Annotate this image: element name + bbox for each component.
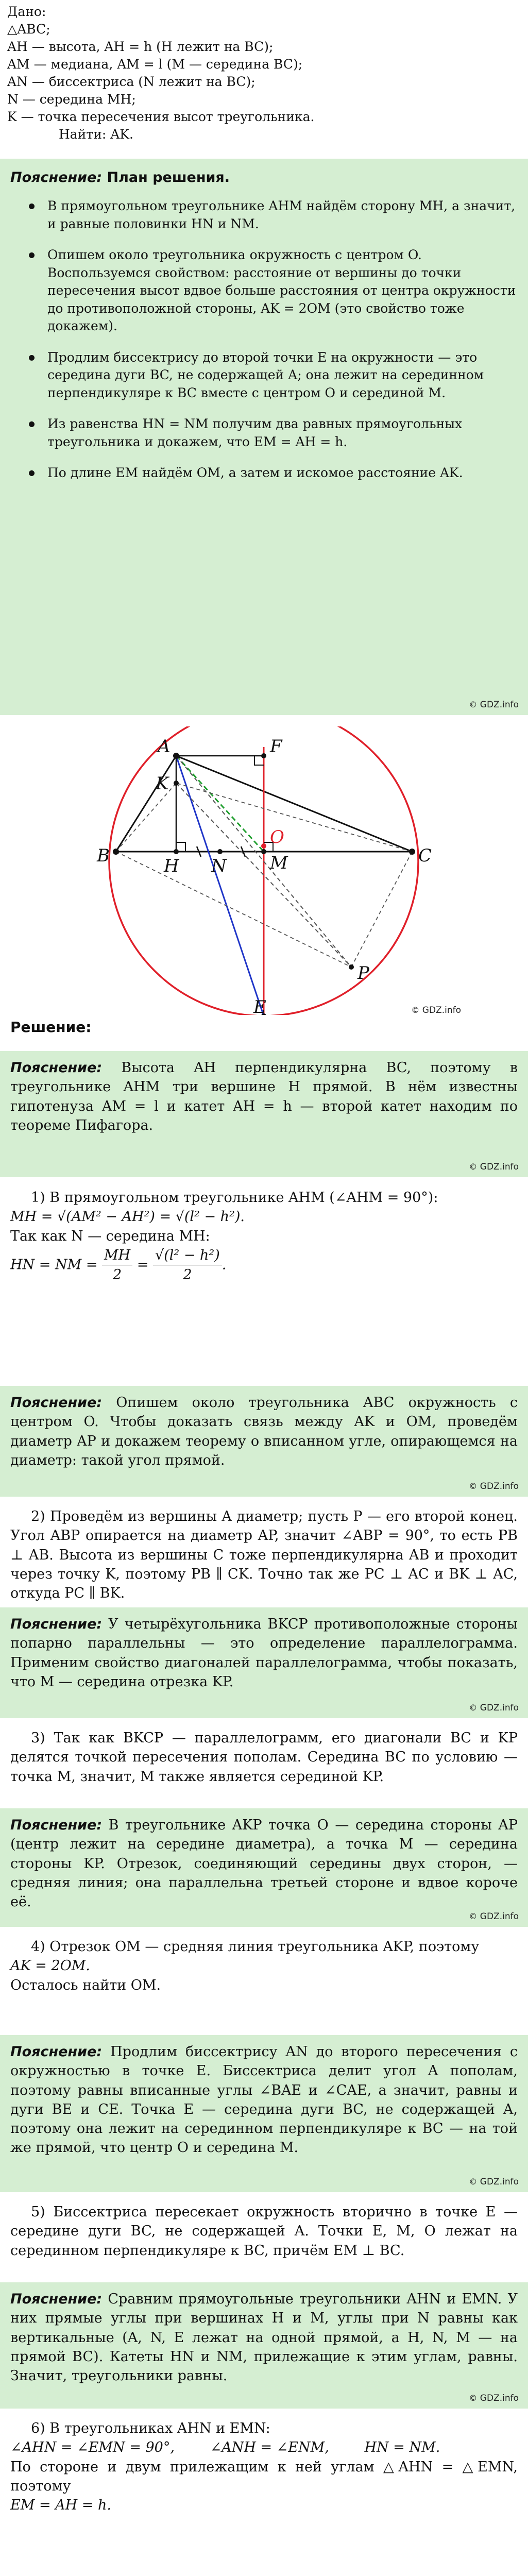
- gdz-watermark: [469, 1911, 519, 1923]
- step-5: [0, 2202, 528, 2260]
- copyright-icon: ©: [469, 699, 478, 709]
- plan-item: Продлим биссектрису до второй точки E на окружности — это середина дуги BC, не содержащей A; она лежит на серединном перпендикуляре к BC вместе с центром O и серединой M.: [10, 349, 518, 402]
- given-line: AN — биссектриса (N лежит на BC);: [7, 74, 256, 89]
- explanation-label: Пояснение:: [10, 1060, 103, 1076]
- explanation-label: Пояснение:: [10, 1395, 103, 1411]
- segment-ck: [176, 783, 412, 852]
- explanation-label: Пояснение:: [10, 2291, 103, 2307]
- copyright-icon: ©: [469, 2176, 478, 2187]
- explanation-text: [10, 1816, 518, 1911]
- step-text: 2) Проведём из вершины A диаметр; пусть P — его второй конец. Угол ABP опирается на диаметр AP, значит ∠ABP = 90°, то есть PB ⊥ AB. Высота из вершины C тоже перпендикулярна AB и проходит через точку K, поэтому PB ∥ CK. Точно так же PC ⊥ AC и BK ⊥ AC, откуда PC ∥ BK.: [10, 1509, 518, 1601]
- label-o: O: [270, 827, 284, 848]
- explanation-label: Пояснение:: [10, 2044, 103, 2060]
- step-text: Так как N — середина MH:: [10, 1228, 210, 1244]
- point-o: [261, 843, 266, 849]
- plan-item: В прямоугольном треугольнике AHM найдём сторону MH, а значит, и равные половинки HN и NM.: [10, 197, 518, 233]
- step-2: [0, 1507, 528, 1603]
- label-e: E: [253, 997, 266, 1015]
- step-text: По стороне и двум прилежащим к ней углам △AHN = △EMN, поэтому: [10, 2459, 518, 2494]
- explanation-body: У четырёхугольника BKCP противоположные стороны попарно параллельны — это определение параллелограмма. Применим свойство диагоналей параллелограмма, чтобы показать, что M — середина отрезка KP.: [10, 1616, 518, 1690]
- step-1: [0, 1188, 528, 1284]
- explanation-body: В треугольнике AKP точка O — середина стороны AP (центр лежит на середине диаметра), а точка M — середина стороны KP. Отрезок, соединяющий середины двух сторон, — средняя линия; она параллельна третьей стороне и вдвое короче её.: [10, 1817, 518, 1910]
- explanation-text: [10, 2290, 518, 2385]
- formula-part: =: [137, 1257, 149, 1273]
- formula-part: HN = NM =: [10, 1257, 98, 1273]
- plan-heading: [10, 168, 518, 187]
- copyright-icon: ©: [469, 1161, 478, 1172]
- fraction: [102, 1246, 132, 1285]
- given-line: AM — медиана, AM = l (M — середина BC);: [7, 57, 303, 72]
- given-line: AH — высота, AH = h (H лежит на BC);: [7, 39, 274, 54]
- step-text: 5) Биссектриса пересекает окружность вторично в точке E — середине дуги BC, не содержащей A. Точки E, M, O лежат на серединном перпендикуляре к BC, причём EM ⊥ BC.: [10, 2204, 518, 2259]
- step-6: [0, 2419, 528, 2515]
- point-n: [217, 849, 223, 854]
- numerator: MH: [102, 1246, 132, 1265]
- label-m: M: [270, 853, 288, 873]
- formula-hn: [10, 1246, 518, 1285]
- gdz-text: GDZ.info: [480, 1161, 519, 1172]
- gdz-text: GDZ.info: [480, 1702, 519, 1713]
- explanation-body: Сравним прямоугольные треугольники AHN и EMN. У них прямые углы при вершинах H и M, углы при N равны как вертикальные (A, N, E лежат на одной прямой, а H, N, M — на прямой BC). Катеты HN и NM, прилежащие к этим углам, равны. Значит, треугольники равны.: [10, 2291, 518, 2384]
- copyright-icon: ©: [469, 1911, 478, 1921]
- geometry-figure: [67, 726, 458, 1015]
- explanation-text: [10, 1393, 518, 1470]
- given-label: Дано:: [7, 4, 46, 19]
- denominator: 2: [183, 1267, 192, 1283]
- point-b: [113, 849, 119, 855]
- side-ab: [116, 756, 176, 852]
- formula-triangles: ∠AHN = ∠EMN = 90°, ∠ANH = ∠ENM, HN = NM.: [10, 2439, 440, 2456]
- plan-box: [0, 159, 528, 715]
- plan-heading-label: Пояснение:: [10, 170, 103, 185]
- plan-item: По длине EM найдём OM, а затем и искомое расстояние AK.: [10, 464, 518, 482]
- point-h: [174, 849, 179, 854]
- label-h: H: [164, 856, 179, 876]
- fraction: [153, 1246, 222, 1285]
- gdz-watermark: [469, 1481, 519, 1493]
- explanation-box-6: [0, 2282, 528, 2409]
- gdz-text: GDZ.info: [480, 1481, 519, 1492]
- gdz-text: GDZ.info: [480, 2393, 519, 2403]
- point-k: [174, 781, 179, 786]
- gdz-watermark: [469, 1702, 519, 1714]
- point-p: [349, 964, 354, 970]
- point-c: [409, 849, 415, 855]
- median-am: [176, 756, 264, 852]
- find-line: Найти: AK.: [59, 127, 133, 142]
- copyright-icon: ©: [469, 2393, 478, 2403]
- segment-cp: [351, 852, 412, 967]
- explanation-text: [10, 1615, 518, 1691]
- gdz-text: GDZ.info: [480, 2176, 519, 2187]
- explanation-text: [10, 2042, 518, 2158]
- step-text: 3) Так как BKCP — параллелограмм, его диагонали BC и KP делятся точкой пересечения пополам. Середина BC по условию — точка M, значит, M также является серединой KP.: [10, 1730, 518, 1785]
- label-p: P: [357, 963, 369, 984]
- explanation-box-3: [0, 1607, 528, 1718]
- copyright-icon: ©: [411, 1005, 420, 1015]
- point-f: [261, 753, 266, 758]
- segment-bp: [116, 852, 351, 967]
- numerator: √(l² − h²): [153, 1246, 222, 1265]
- gdz-watermark-figure: [411, 1005, 461, 1016]
- point-m: [261, 849, 266, 854]
- plan-item: Опишем около треугольника окружность с центром O. Воспользуемся свойством: расстояние от вершины до точки пересечения высот вдвое больше расстояния от центра окружности до противоположной стороны, AK = 2OM (это свойство тоже докажем).: [10, 246, 518, 335]
- explanation-body: Высота AH перпендикулярна BC, поэтому в треугольнике AHM три вершине H прямой. В нём известны гипотенуза AM = l и катет AH = h — второй катет находим по теореме Пифагора.: [10, 1060, 518, 1133]
- plan-item: Из равенства HN = NM получим два равных прямоугольных треугольника и докажем, что EM = AH = h.: [10, 415, 518, 451]
- given-line: △ABC;: [7, 22, 50, 37]
- side-ac: [176, 756, 412, 852]
- step-4: [0, 1937, 528, 1995]
- step-text: Осталось найти OM.: [10, 1977, 161, 1993]
- gdz-watermark: [469, 2393, 519, 2404]
- explanation-box-4: [0, 1808, 528, 1927]
- plan-list: [10, 197, 518, 482]
- explanation-box-1: [0, 1051, 528, 1177]
- explanation-label: Пояснение:: [10, 1616, 103, 1632]
- gdz-watermark: [469, 699, 519, 711]
- given-line: N — середина MH;: [7, 92, 136, 107]
- gdz-text: GDZ.info: [480, 1911, 519, 1922]
- label-b: B: [97, 845, 110, 866]
- explanation-body: Опишем около треугольника ABC окружность с центром O. Чтобы доказать связь между AK и OM, проведём диаметр AP и докажем теорему о вписанном угле, опирающемся на диаметр: такой угол прямой.: [10, 1395, 518, 1468]
- formula-em: EM = AH = h.: [10, 2497, 111, 2513]
- denominator: 2: [113, 1267, 122, 1283]
- solution-heading: Решение:: [10, 1019, 92, 1036]
- gdz-watermark: [469, 1161, 519, 1173]
- formula-part: .: [222, 1257, 227, 1273]
- explanation-box-2: [0, 1386, 528, 1497]
- copyright-icon: ©: [469, 1481, 478, 1491]
- given-section: [0, 0, 520, 154]
- explanation-text: [10, 1058, 518, 1135]
- label-k: K: [156, 773, 169, 794]
- explanation-label: Пояснение:: [10, 1817, 103, 1833]
- step-text: 6) В треугольниках AHN и EMN:: [31, 2420, 270, 2436]
- step-text: 1) В прямоугольном треугольнике AHM (∠AHM = 90°):: [31, 1190, 438, 1206]
- gdz-text: GDZ.info: [422, 1005, 461, 1015]
- step-text: 4) Отрезок OM — средняя линия треугольника AKP, поэтому: [31, 1939, 480, 1955]
- label-n: N: [211, 856, 227, 876]
- explanation-box-5: [0, 2035, 528, 2192]
- label-a: A: [158, 736, 171, 757]
- plan-heading-title: План решения.: [107, 170, 230, 185]
- bisector-ae: [176, 756, 264, 1015]
- formula-ak: AK = 2OM.: [10, 1958, 90, 1974]
- gdz-watermark: [469, 2176, 519, 2188]
- step-3: [0, 1728, 528, 1786]
- gdz-text: GDZ.info: [480, 699, 519, 710]
- point-a: [173, 753, 179, 759]
- formula-mh: MH = √(AM² − AH²) = √(l² − h²).: [10, 1209, 245, 1225]
- explanation-body: Продлим биссектрису AN до второго пересечения с окружностью в точке E. Биссектриса делит угол A пополам, поэтому равны вписанные углы ∠BAE и ∠CAE, а значит, равны и дуги BE и CE. Точка E — середина дуги BC, не содержащей A, поэтому она лежит на серединном перпендикуляре к BC — на той же прямой, что центр O и середина M.: [10, 2044, 518, 2156]
- label-f: F: [270, 736, 282, 757]
- label-c: C: [418, 845, 432, 866]
- copyright-icon: ©: [469, 1702, 478, 1713]
- given-line: K — точка пересечения высот треугольника.: [7, 109, 315, 124]
